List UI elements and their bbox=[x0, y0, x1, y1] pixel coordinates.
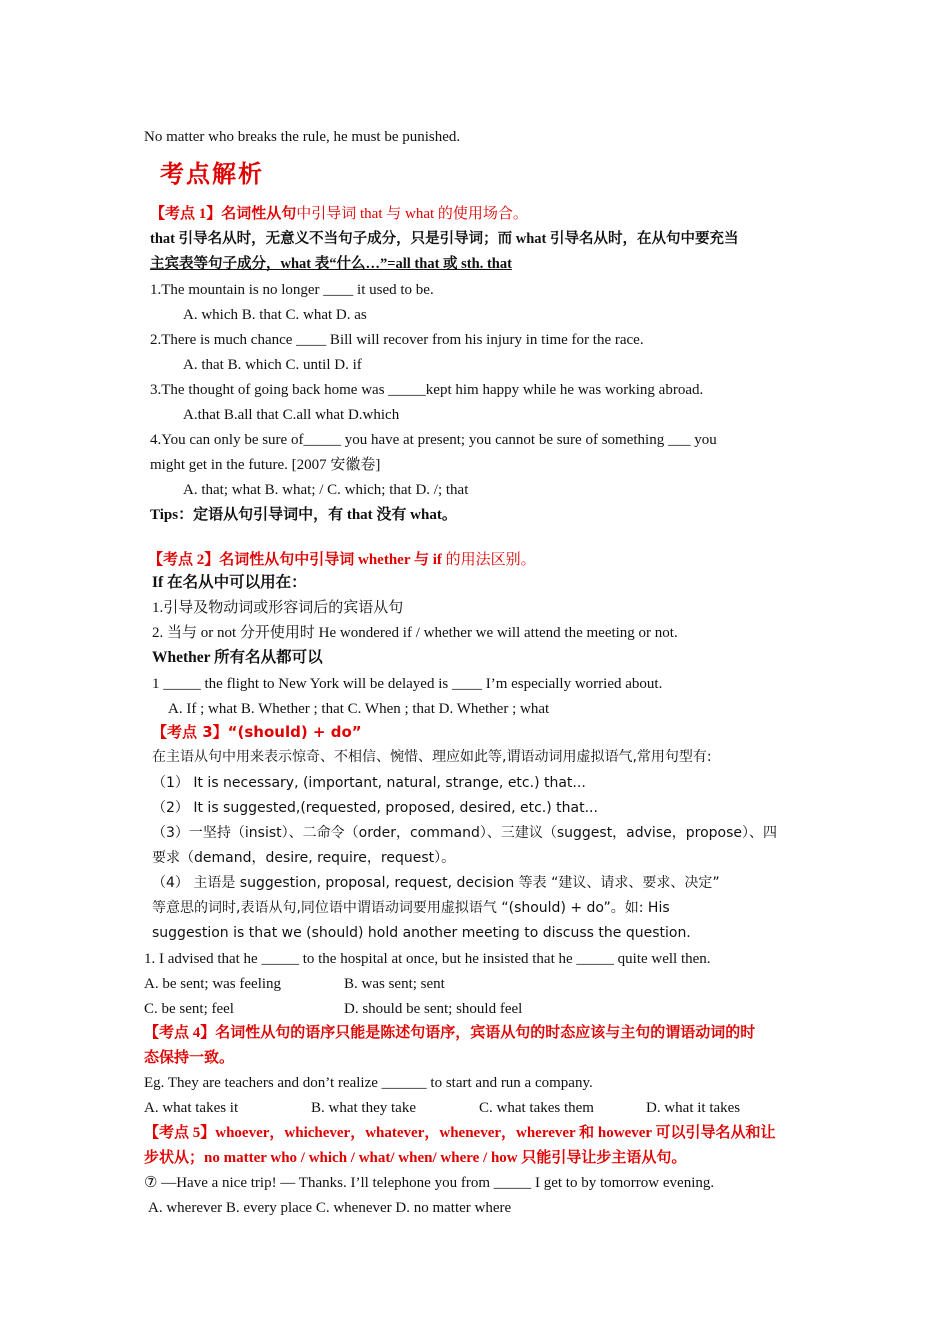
point3-line-8: suggestion is that we (should) hold another meeting to discuss the question. bbox=[152, 925, 691, 941]
point1-question-1: 1.The mountain is no longer ____ it used to be. bbox=[150, 282, 434, 298]
point1-question-1-options: A. which B. that C. what D. as bbox=[183, 307, 367, 323]
point2-question-1-options: A. If ; what B. Whether ; that C. When ; that D. Whether ; what bbox=[168, 701, 550, 717]
point3-option-d: D. should be sent; should feel bbox=[344, 1001, 523, 1017]
point2-line-if: If 在名从中可以用在： bbox=[152, 574, 307, 591]
point1-title-part-b: 中引导词 that 与 what 的使用场合。 bbox=[296, 206, 528, 222]
point1-tips: Tips：定语从句引导词中，有 that 没有 what。 bbox=[150, 507, 457, 523]
point5-options: A. wherever B. every place C. whenever D. no matter where bbox=[148, 1200, 512, 1216]
point5-question: ⑦ —Have a nice trip! — Thanks. I’ll telephone you from _____ I get to by tomorrow evening. bbox=[144, 1175, 715, 1191]
point1-question-3: 3.The thought of going back home was _____kept him happy while he was working abroad. bbox=[150, 382, 704, 398]
point3-question-1: 1. I advised that he _____ to the hospital at once, but he insisted that he _____ quite well then. bbox=[144, 951, 711, 967]
point2-line-or-not: 2. 当与 or not 分开使用时 He wondered if / whether we will attend the meeting or not. bbox=[152, 625, 678, 641]
point1-rule-line1: that 引导名从时，无意义不当句子成分，只是引导词；而 what 引导名从时，在从句中要充当 bbox=[150, 231, 739, 247]
point2-title-part-a: 【考点 2】名词性从句中引导词 whether 与 if bbox=[148, 552, 446, 568]
point1-title bbox=[150, 204, 528, 224]
point4-option-a: A. what takes it bbox=[144, 1100, 239, 1116]
point3-line-1: 在主语从句中用来表示惊奇、不相信、惋惜、理应如此等,谓语动词用虚拟语气,常用句型有: bbox=[152, 749, 712, 765]
point1-title-part-a: 【考点 1】名词性从句 bbox=[150, 206, 297, 222]
point1-question-4-cont: might get in the future. [2007 安徽卷] bbox=[150, 457, 381, 473]
point3-line-5: 要求（demand，desire, require，request）。 bbox=[152, 850, 456, 866]
point2-title bbox=[148, 550, 536, 570]
point2-line-whether: Whether 所有名从都可以 bbox=[152, 649, 323, 666]
point3-option-c: C. be sent; feel bbox=[144, 1001, 234, 1017]
point1-question-4: 4.You can only be sure of_____ you have at present; you cannot be sure of something ___ you bbox=[150, 432, 717, 448]
point3-option-b: B. was sent; sent bbox=[344, 976, 445, 992]
point3-line-4: （3）一坚持（insist）、二命令（order，command）、三建议（suggest，advise，propose）、四 bbox=[152, 825, 777, 841]
point3-line-2: （1） It is necessary, (important, natural, strange, etc.) that... bbox=[152, 775, 586, 791]
point4-title-line2: 态保持一致。 bbox=[144, 1050, 235, 1066]
point3-option-a: A. be sent; was feeling bbox=[144, 976, 282, 992]
point4-title-line1: 【考点 4】名词性从句的语序只能是陈述句语序，宾语从句的时态应该与主句的谓语动词的时 bbox=[144, 1025, 756, 1041]
point4-option-b: B. what they take bbox=[311, 1100, 416, 1116]
point5-title-line2: 步状从；no matter who / which / what/ when/ where / how 只能引导让步主语从句。 bbox=[144, 1150, 687, 1166]
point3-line-6: （4） 主语是 suggestion, proposal, request, decision 等表 “建议、请求、要求、决定” bbox=[152, 875, 720, 891]
point1-question-4-options: A. that; what B. what; / C. which; that D. /; that bbox=[183, 482, 469, 498]
point3-title: 【考点 3】“(should) + do” bbox=[152, 723, 362, 741]
point2-line-object-clause: 1.引导及物动词或形容词后的宾语从句 bbox=[152, 600, 404, 616]
point1-rule-line2: 主宾表等句子成分，what 表“什么…”=all that 或 sth. that bbox=[150, 256, 512, 272]
point3-line-7: 等意思的词时,表语从句,同位语中谓语动词要用虚拟语气 “(should) + do”。如: His bbox=[152, 900, 670, 916]
point4-example: Eg. They are teachers and don’t realize ______ to start and run a company. bbox=[144, 1075, 593, 1091]
point3-line-3: （2） It is suggested,(requested, proposed, desired, etc.) that... bbox=[152, 800, 598, 816]
point1-question-2: 2.There is much chance ____ Bill will recover from his injury in time for the race. bbox=[150, 332, 644, 348]
point1-question-2-options: A. that B. which C. until D. if bbox=[183, 357, 362, 373]
point5-title-line1: 【考点 5】whoever，whichever，whatever，whenever，wherever 和 however 可以引导名从和让 bbox=[144, 1125, 776, 1141]
point1-question-3-options: A.that B.all that C.all what D.which bbox=[183, 407, 400, 423]
point2-title-part-b: 的用法区别。 bbox=[445, 552, 536, 568]
point4-option-c: C. what takes them bbox=[479, 1100, 594, 1116]
intro-sentence: No matter who breaks the rule, he must be punished. bbox=[144, 129, 461, 145]
point2-question-1: 1 _____ the flight to New York will be delayed is ____ I’m especially worried about. bbox=[152, 676, 663, 692]
point4-option-d: D. what it takes bbox=[646, 1100, 741, 1116]
section-heading: 考点解析 bbox=[160, 159, 264, 188]
